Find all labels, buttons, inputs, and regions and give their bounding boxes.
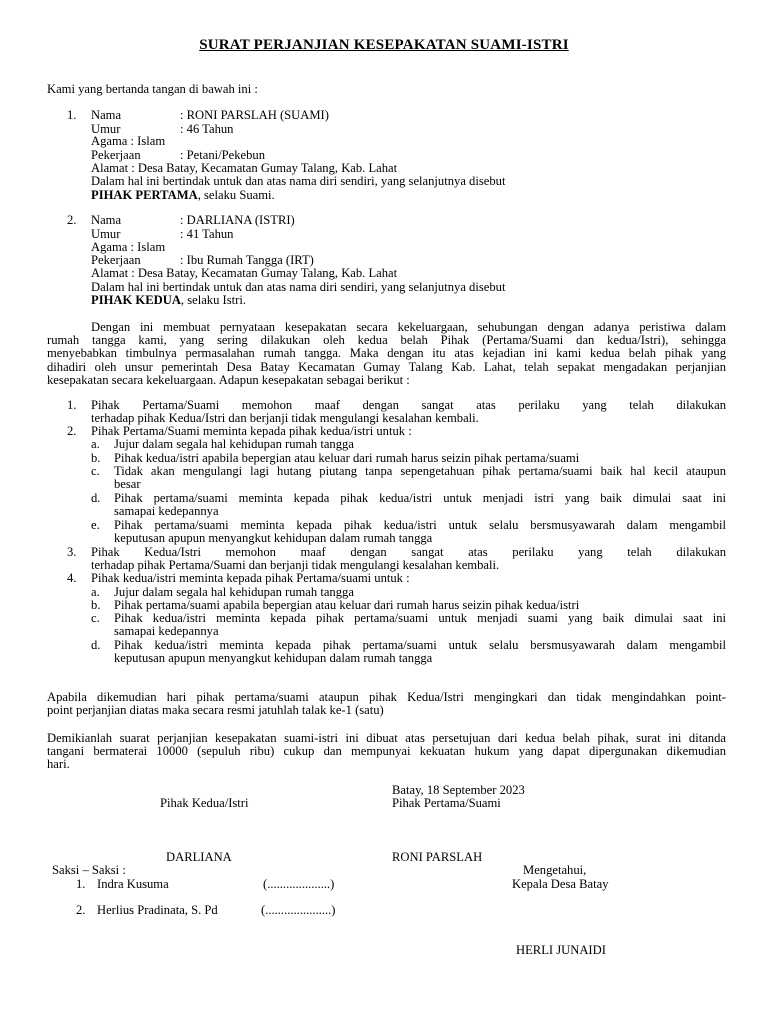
role-line [91,293,246,307]
umur-label: Umur [91,227,121,241]
approval-title: Kepala Desa Batay [512,877,609,891]
pekerjaan-label: Pekerjaan [91,148,141,162]
sub-letter: c. [91,464,100,478]
witness-number: 2. [76,903,86,917]
paragraph-line: point perjanjian diatas maka secara resmi jatuhlah talak ke-1 (satu) [47,703,384,717]
document-title: SURAT PERJANJIAN KESEPAKATAN SUAMI-ISTRI [199,37,569,53]
witness-name: Herlius Pradinata, S. Pd [97,903,218,917]
agreement-text: Pihak Kedua/Istri memohon maaf dengan sangat atas perilaku yang telah dilakukan [91,545,726,559]
approval-name: HERLI JUNAIDI [516,943,606,957]
pekerjaan-value: : Petani/Pekebun [180,148,265,162]
intro-text: Kami yang bertanda tangan di bawah ini : [47,82,258,96]
sub-text: Pihak pertama/suami meminta kepada pihak kedua/istri untuk menjadi istri yang baik dimulai saat ini [114,491,726,505]
alamat-line: Alamat : Desa Batay, Kecamatan Gumay Talang, Kab. Lahat [91,161,398,175]
sub-letter: b. [91,598,101,612]
umur-value: : 46 Tahun [180,122,234,136]
paragraph-line: Apabila dikemudian hari pihak pertama/suami ataupun pihak Kedua/Istri mengingkari dan tidak mengindahkan point- [47,690,726,704]
sub-text: Tidak akan mengulangi lagi hutang piutang tanpa sepengetahuan pihak pertama/suami baik hal kecil ataupun [114,464,726,478]
role-bold: PIHAK KEDUA [91,293,181,307]
paragraph-line: tangani bermaterai 10000 (sepuluh ribu) cukup dan mempunyai kekuatan hukum yang dapat dipergunakan dikemudian [47,744,726,758]
alamat-line: Alamat : Desa Batay, Kecamatan Gumay Talang, Kab. Lahat [91,266,398,280]
role-rest: , selaku Istri. [180,293,246,307]
nama-value: : RONI PARSLAH (SUAMI) [180,108,329,122]
sub-text: samapai kedepannya [114,504,219,518]
left-signer-name: DARLIANA [166,850,232,864]
sub-letter: e. [91,518,100,532]
place-date: Batay, 18 September 2023 [392,783,525,797]
sub-text: Pihak kedua/istri apabila bepergian atau keluar dari rumah harus seizin pihak pertama/suami [114,451,580,465]
approval-label: Mengetahui, [523,863,587,877]
umur-value: : 41 Tahun [180,227,234,241]
sub-text: keputusan apupun menyangkut kehidupan dalam rumah tangga [114,651,433,665]
sub-text: Jujur dalam segala hal kehidupan rumah tangga [114,585,354,599]
witness-signature-line: (.....................) [261,903,336,917]
nama-label: Nama [91,108,122,122]
agama-line: Agama : Islam [91,134,166,148]
agreement-number: 1. [67,398,77,412]
sub-text: Pihak kedua/istri meminta kepada pihak pertama/suami untuk menjadi suami yang baik dimulai saat ini [114,611,726,625]
sub-text: keputusan apupun menyangkut kehidupan dalam rumah tangga [114,531,433,545]
paragraph-line: kesepakatan secara kekeluargaan. Adapun kesepakatan sebagai berikut : [47,373,410,387]
paragraph-line: rumah tangga kami, yang sering dilakukan oleh kedua belah Pihak (Pertama/Suami dan kedua/Istri), sehingga [47,333,726,347]
sub-letter: b. [91,451,101,465]
sub-text: besar [114,477,141,491]
agreement-text: terhadap pihak Kedua/Istri dan berjanji tidak mengulangi kesalahan kembali. [91,411,479,425]
right-signer-role: Pihak Pertama/Suami [392,796,501,810]
sub-letter: a. [91,437,100,451]
sub-text: Pihak pertama/suami apabila bepergian atau keluar dari rumah harus seizin pihak kedua/istri [114,598,580,612]
nama-label: Nama [91,213,122,227]
paragraph-line: menyebabkan timbulnya permasalahan rumah tangga. Maka dengan itu atas kejadian ini kami kedua belah pihak yang [47,346,726,360]
sub-letter: d. [91,491,101,505]
agama-line: Agama : Islam [91,240,166,254]
statement-line: Dalam hal ini bertindak untuk dan atas nama diri sendiri, yang selanjutnya disebut [91,174,506,188]
right-signer-name: RONI PARSLAH [392,850,483,864]
agreement-text: terhadap pihak Pertama/Suami dan berjanji tidak mengulangi kesalahan kembali. [91,558,500,572]
agreement-text: Pihak Pertama/Suami memohon maaf dengan sangat atas perilaku yang telah dilakukan [91,398,726,412]
pekerjaan-value: : Ibu Rumah Tangga (IRT) [180,253,314,267]
agreement-number: 3. [67,545,77,559]
witness-signature-line: (....................) [263,877,335,891]
party-number: 1. [67,108,77,122]
paragraph-line: hari. [47,757,70,771]
sub-letter: d. [91,638,101,652]
sub-text: Pihak kedua/istri meminta kepada pihak pertama/suami untuk selalu bersmusyawarah dalam mengambil [114,638,726,652]
paragraph-line: Dengan ini membuat pernyataan kesepakatan secara kekeluargaan, sehubungan dengan adanya peristiwa dalam [91,320,726,334]
agreement-number: 2. [67,424,77,438]
witness-name: Indra Kusuma [97,877,169,891]
sub-letter: a. [91,585,100,599]
sub-text: Pihak pertama/suami meminta kepada pihak kedua/istri untuk selalu bersmusyawarah dalam mengambil [114,518,726,532]
sub-text: samapai kedepannya [114,624,219,638]
role-bold: PIHAK PERTAMA [91,188,198,202]
statement-line: Dalam hal ini bertindak untuk dan atas nama diri sendiri, yang selanjutnya disebut [91,280,506,294]
sub-letter: c. [91,611,100,625]
nama-value: : DARLIANA (ISTRI) [180,213,295,227]
witness-label: Saksi – Saksi : [52,863,126,877]
paragraph-line: dihadiri oleh unsur pemerintah Desa Batay Kecamatan Gumay Talang Kab. Lahat, telah sepakat mengadakan perjanjian [47,360,726,374]
agreement-text: Pihak kedua/istri meminta kepada pihak Pertama/suami untuk : [91,571,410,585]
role-rest: , selaku Suami. [197,188,275,202]
sub-text: Jujur dalam segala hal kehidupan rumah tangga [114,437,354,451]
pekerjaan-label: Pekerjaan [91,253,141,267]
agreement-number: 4. [67,571,77,585]
paragraph-line: Demikianlah suarat perjanjian kesepakatan suami-istri ini dibuat atas persetujuan dari kedua belah pihak, surat ini ditanda [47,731,726,745]
role-line [91,188,275,202]
agreement-text: Pihak Pertama/Suami meminta kepada pihak kedua/istri untuk : [91,424,412,438]
left-signer-role: Pihak Kedua/Istri [160,796,249,810]
witness-number: 1. [76,877,86,891]
party-number: 2. [67,213,77,227]
umur-label: Umur [91,122,121,136]
